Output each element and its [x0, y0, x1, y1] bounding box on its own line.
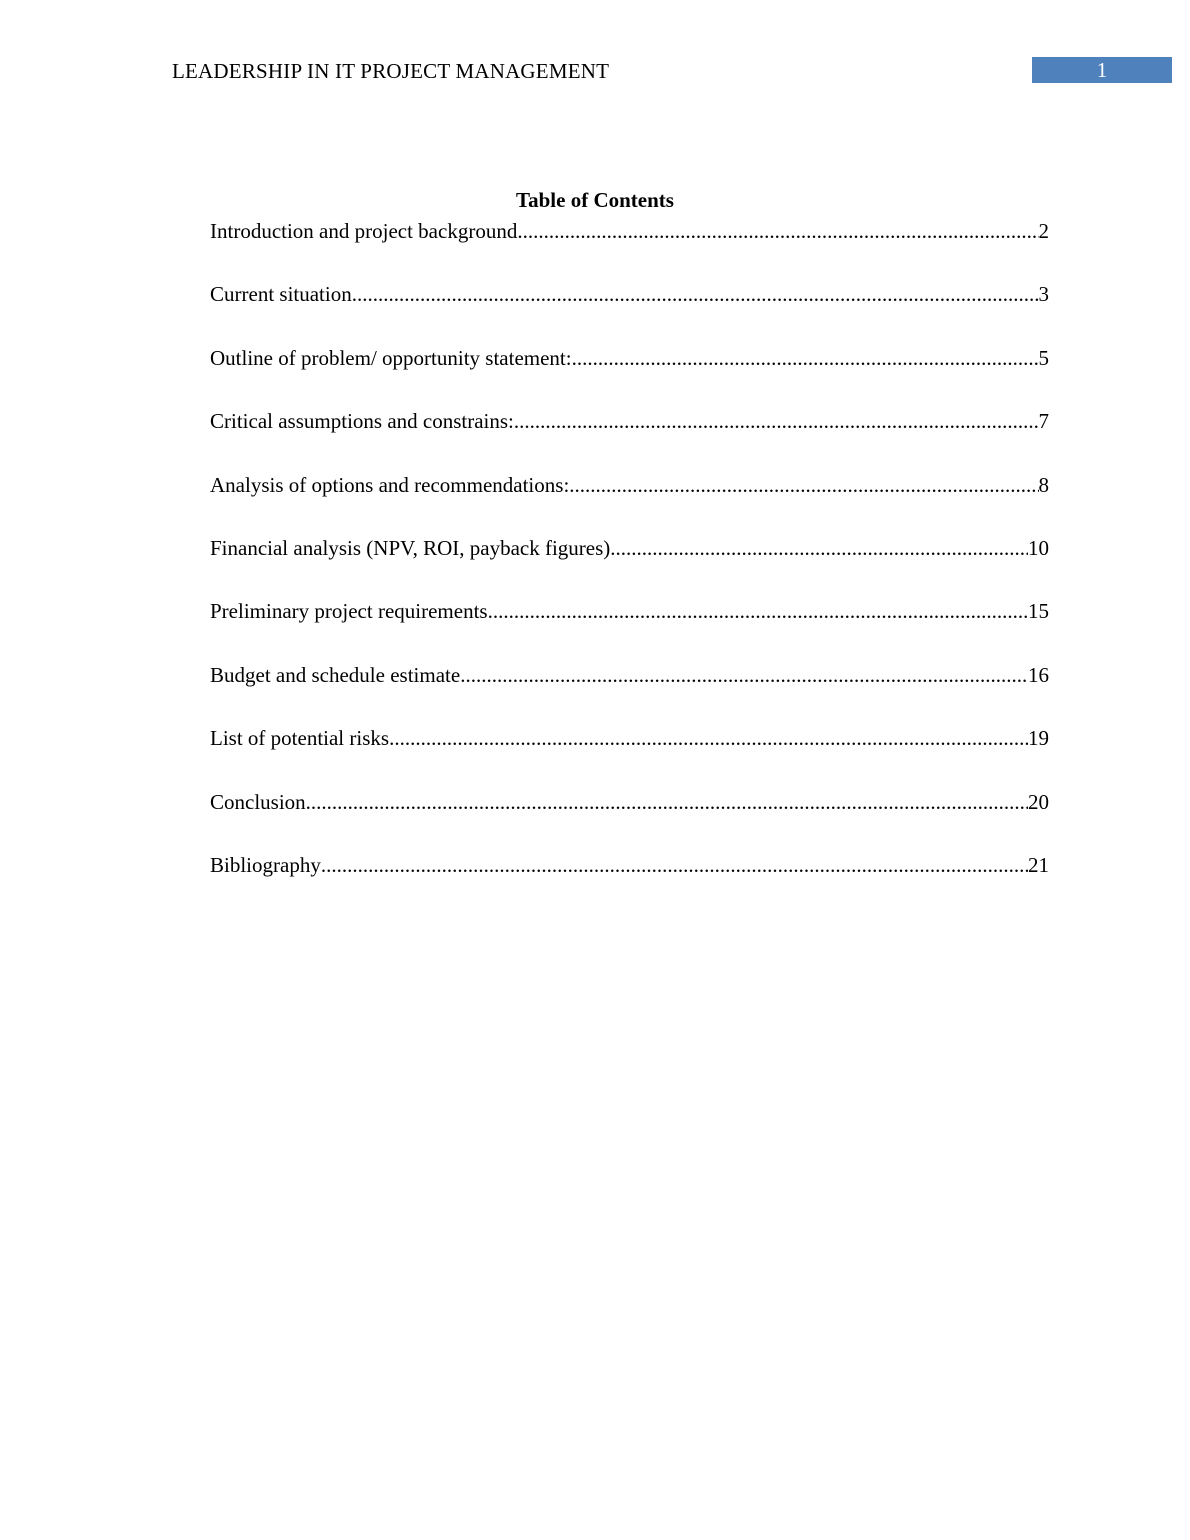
toc-entry-text: Bibliography — [210, 852, 321, 877]
toc-entry-introduction[interactable] — [210, 217, 1049, 280]
toc-dot-leader — [610, 534, 1028, 562]
toc-entry-page: 19 — [1028, 726, 1049, 751]
toc-entry-text: Preliminary project requirements — [210, 599, 488, 624]
toc-entry-text: Budget and schedule estimate — [210, 662, 461, 687]
toc-dot-leader — [517, 217, 1038, 245]
toc-dot-leader — [306, 788, 1028, 816]
toc-entry-potential-risks[interactable] — [210, 724, 1049, 787]
toc-dot-leader — [389, 724, 1028, 752]
toc-entry-page: 10 — [1028, 535, 1049, 560]
toc-entry-page: 15 — [1028, 599, 1049, 624]
toc-entry-page: 3 — [1038, 282, 1049, 307]
toc-entry-financial-analysis[interactable] — [210, 534, 1049, 597]
toc-entry-budget-schedule[interactable] — [210, 661, 1049, 724]
toc-entry-text: Outline of problem/ opportunity statement: — [210, 345, 572, 370]
running-header-title: LEADERSHIP IN IT PROJECT MANAGEMENT — [172, 59, 610, 83]
toc-dot-leader — [488, 597, 1028, 625]
toc-entry-page: 8 — [1038, 472, 1049, 497]
toc-entry-analysis-of-options[interactable] — [210, 471, 1049, 534]
toc-entry-text: Current situation — [210, 282, 352, 307]
toc-dot-leader — [514, 407, 1039, 435]
toc-entry-page: 2 — [1038, 219, 1049, 243]
toc-entry-text: Analysis of options and recommendations: — [210, 472, 570, 497]
toc-entry-text: Financial analysis (NPV, ROI, payback figures) — [210, 535, 611, 560]
toc-entry-page: 5 — [1038, 345, 1049, 370]
toc-entry-conclusion[interactable] — [210, 788, 1049, 851]
toc-entry-text: List of potential risks — [210, 726, 390, 751]
toc-entry-current-situation[interactable] — [210, 280, 1049, 343]
toc-entry-page: 16 — [1028, 662, 1049, 687]
toc-dot-leader — [569, 471, 1038, 499]
toc-list — [210, 217, 1049, 914]
toc-entry-text: Introduction and project background — [210, 219, 518, 243]
toc-entry-page: 20 — [1028, 789, 1049, 814]
toc-entry-requirements[interactable] — [210, 597, 1049, 660]
page-number-badge: 1 — [1032, 57, 1172, 83]
toc-dot-leader — [460, 661, 1028, 689]
toc-title: Table of Contents — [516, 188, 674, 212]
toc-entry-text: Critical assumptions and constrains: — [210, 409, 514, 434]
toc-dot-leader — [572, 344, 1039, 372]
toc-entry-text: Conclusion — [210, 789, 306, 814]
toc-entry-assumptions[interactable] — [210, 407, 1049, 470]
toc-dot-leader — [352, 280, 1039, 308]
toc-entry-page: 7 — [1038, 409, 1049, 434]
toc-entry-bibliography[interactable] — [210, 851, 1049, 914]
toc-entry-problem-statement[interactable] — [210, 344, 1049, 407]
toc-entry-page: 21 — [1028, 852, 1049, 877]
toc-dot-leader — [321, 851, 1028, 879]
